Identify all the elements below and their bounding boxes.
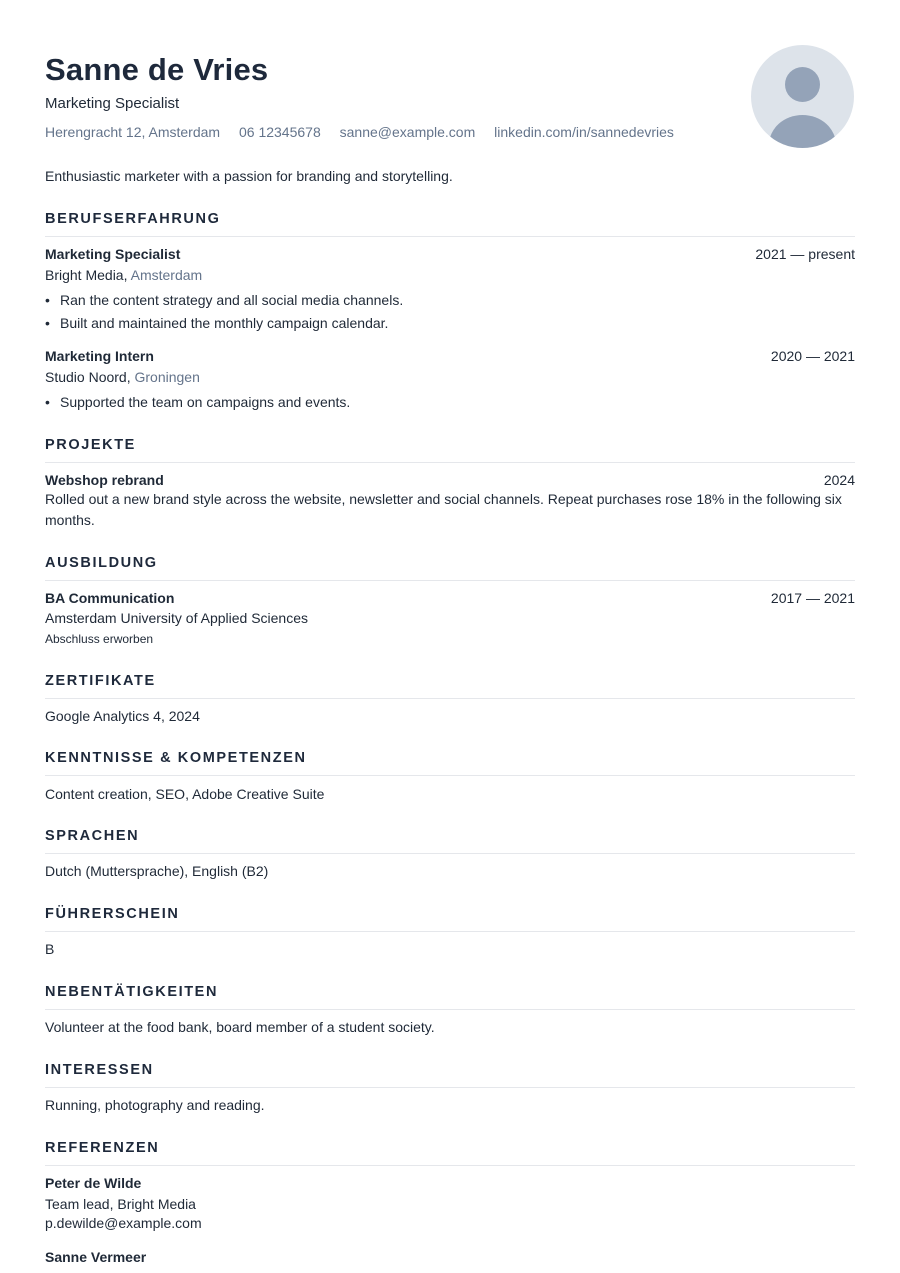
section-title-languages: SPRACHEN (45, 828, 855, 854)
reference-name: Sanne Vermeer (45, 1249, 147, 1265)
project-name: Webshop rebrand (45, 472, 164, 488)
experience-bullet: • Supported the team on campaigns and events. (45, 394, 350, 410)
contact-line (45, 124, 689, 140)
section-title-projects: PROJEKTE (45, 437, 855, 463)
company-name: Studio Noord (45, 369, 127, 385)
education-degree: BA Communication (45, 590, 175, 606)
experience-company: Studio Noord, Groningen (45, 369, 200, 385)
project-year: 2024 (823, 472, 855, 488)
company-name: Bright Media (45, 267, 124, 283)
company-location: Groningen (134, 369, 200, 385)
side-activities-text: Volunteer at the food bank, board member of a student society. (45, 1019, 435, 1035)
avatar-head (785, 67, 820, 102)
section-title-license: FÜHRERSCHEIN (45, 906, 855, 932)
contact-address: Herengracht 12, Amsterdam (45, 124, 221, 140)
section-title-references: REFERENZEN (45, 1140, 855, 1166)
skills-text: Content creation, SEO, Adobe Creative Suite (45, 786, 325, 802)
user-avatar-icon (751, 45, 854, 148)
reference-email: p.dewilde@example.com (45, 1215, 202, 1231)
experience-dates: 2021 — present (755, 246, 855, 262)
experience-role: Marketing Specialist (45, 246, 181, 262)
certificates-text: Google Analytics 4, 2024 (45, 708, 200, 724)
languages-text: Dutch (Muttersprache), English (B2) (45, 863, 269, 879)
interests-text: Running, photography and reading. (45, 1097, 265, 1113)
experience-role: Marketing Intern (45, 348, 154, 364)
project-description: Rolled out a new brand style across the website, newsletter and social channels. Repeat purchases rose 18% in the following six months. (45, 491, 842, 528)
company-location: Amsterdam (130, 267, 203, 283)
reference-role: Team lead, Bright Media (45, 1196, 196, 1212)
reference-name: Peter de Wilde (45, 1175, 142, 1191)
education-note: Abschluss erworben (45, 632, 154, 646)
section-title-experience: BERUFSERFAHRUNG (45, 211, 855, 237)
experience-company: Bright Media, Amsterdam (45, 267, 203, 283)
experience-bullet: • Ran the content strategy and all social media channels. (45, 292, 403, 308)
education-school: Amsterdam University of Applied Sciences (45, 610, 308, 626)
candidate-name: Sanne de Vries (45, 52, 269, 87)
section-title-side-activities: NEBENTÄTIGKEITEN (45, 984, 855, 1010)
section-title-interests: INTERESSEN (45, 1062, 855, 1088)
experience-dates: 2020 — 2021 (770, 348, 855, 364)
license-text: B (45, 941, 55, 957)
education-dates: 2017 — 2021 (770, 590, 855, 606)
contact-linkedin: linkedin.com/in/sannedevries (494, 124, 674, 140)
experience-bullet: • Built and maintained the monthly campaign calendar. (45, 315, 388, 331)
section-title-skills: KENNTNISSE & KOMPETENZEN (45, 750, 855, 776)
section-title-education: AUSBILDUNG (45, 555, 855, 581)
candidate-title: Marketing Specialist (45, 95, 180, 112)
section-title-certificates: ZERTIFIKATE (45, 673, 855, 699)
resume-page (45, 0, 855, 1273)
contact-email: sanne@example.com (339, 124, 476, 140)
avatar-shoulders (769, 115, 836, 148)
profile-summary: Enthusiastic marketer with a passion for branding and storytelling. (45, 168, 453, 184)
contact-phone: 06 12345678 (238, 124, 321, 140)
